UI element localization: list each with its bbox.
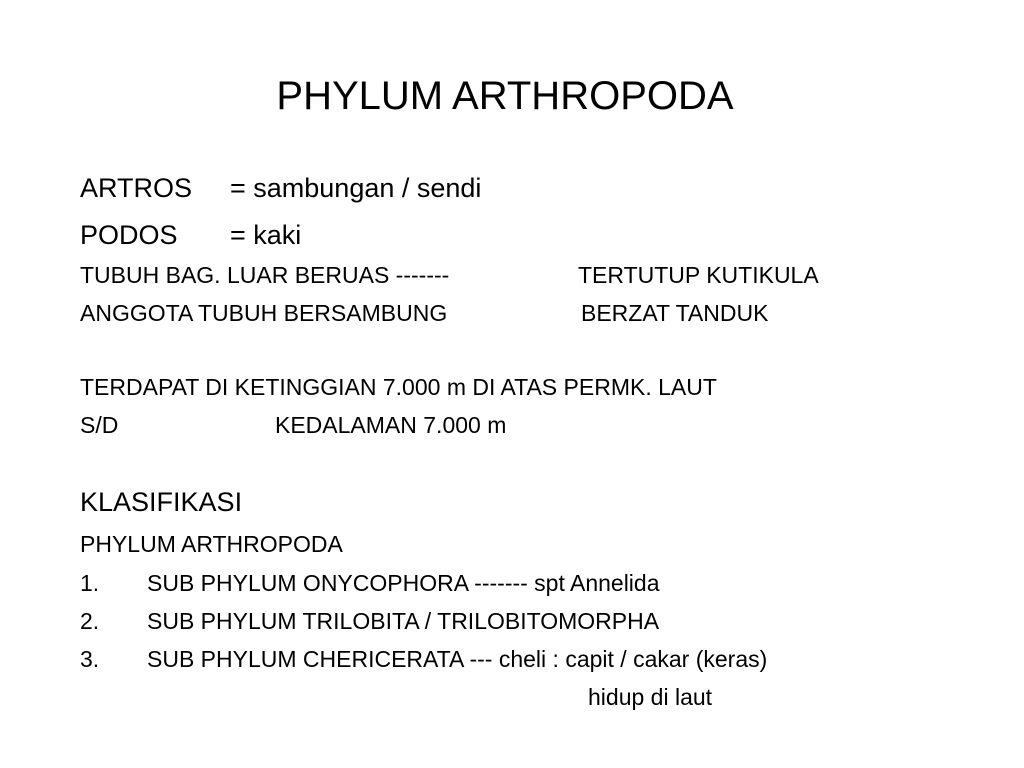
podos-term: PODOS bbox=[80, 220, 178, 250]
klasifikasi-subheading: PHYLUM ARTHROPODA bbox=[80, 531, 343, 557]
tubuh-line-left: TUBUH BAG. LUAR BERUAS ------- bbox=[80, 262, 450, 288]
list-item-text: SUB PHYLUM TRILOBITA / TRILOBITOMORPHA bbox=[147, 608, 660, 634]
list-item-text: SUB PHYLUM ONYCOPHORA ------- spt Annelida bbox=[147, 570, 660, 596]
list-item-number: 3. bbox=[80, 646, 100, 672]
anggota-line-right: BERZAT TANDUK bbox=[581, 300, 769, 326]
sd-line-left: S/D bbox=[80, 412, 119, 438]
klasifikasi-heading: KLASIFIKASI bbox=[80, 487, 243, 517]
list-item-number: 2. bbox=[80, 608, 100, 634]
artros-term: ARTROS bbox=[80, 173, 193, 203]
tubuh-line-right: TERTUTUP KUTIKULA bbox=[578, 262, 819, 288]
sd-line-right: KEDALAMAN 7.000 m bbox=[275, 412, 507, 438]
podos-definition: = kaki bbox=[230, 220, 302, 250]
slide-title: PHYLUM ARTHROPODA bbox=[276, 74, 734, 118]
list-item-continuation: hidup di laut bbox=[588, 684, 713, 710]
list-item-text: SUB PHYLUM CHERICERATA --- cheli : capit / cakar (keras) bbox=[147, 646, 768, 672]
list-item-number: 1. bbox=[80, 570, 100, 596]
artros-definition: = sambungan / sendi bbox=[230, 173, 482, 203]
anggota-line-left: ANGGOTA TUBUH BERSAMBUNG bbox=[80, 300, 448, 326]
terdapat-line: TERDAPAT DI KETINGGIAN 7.000 m DI ATAS PERMK. LAUT bbox=[80, 374, 717, 400]
